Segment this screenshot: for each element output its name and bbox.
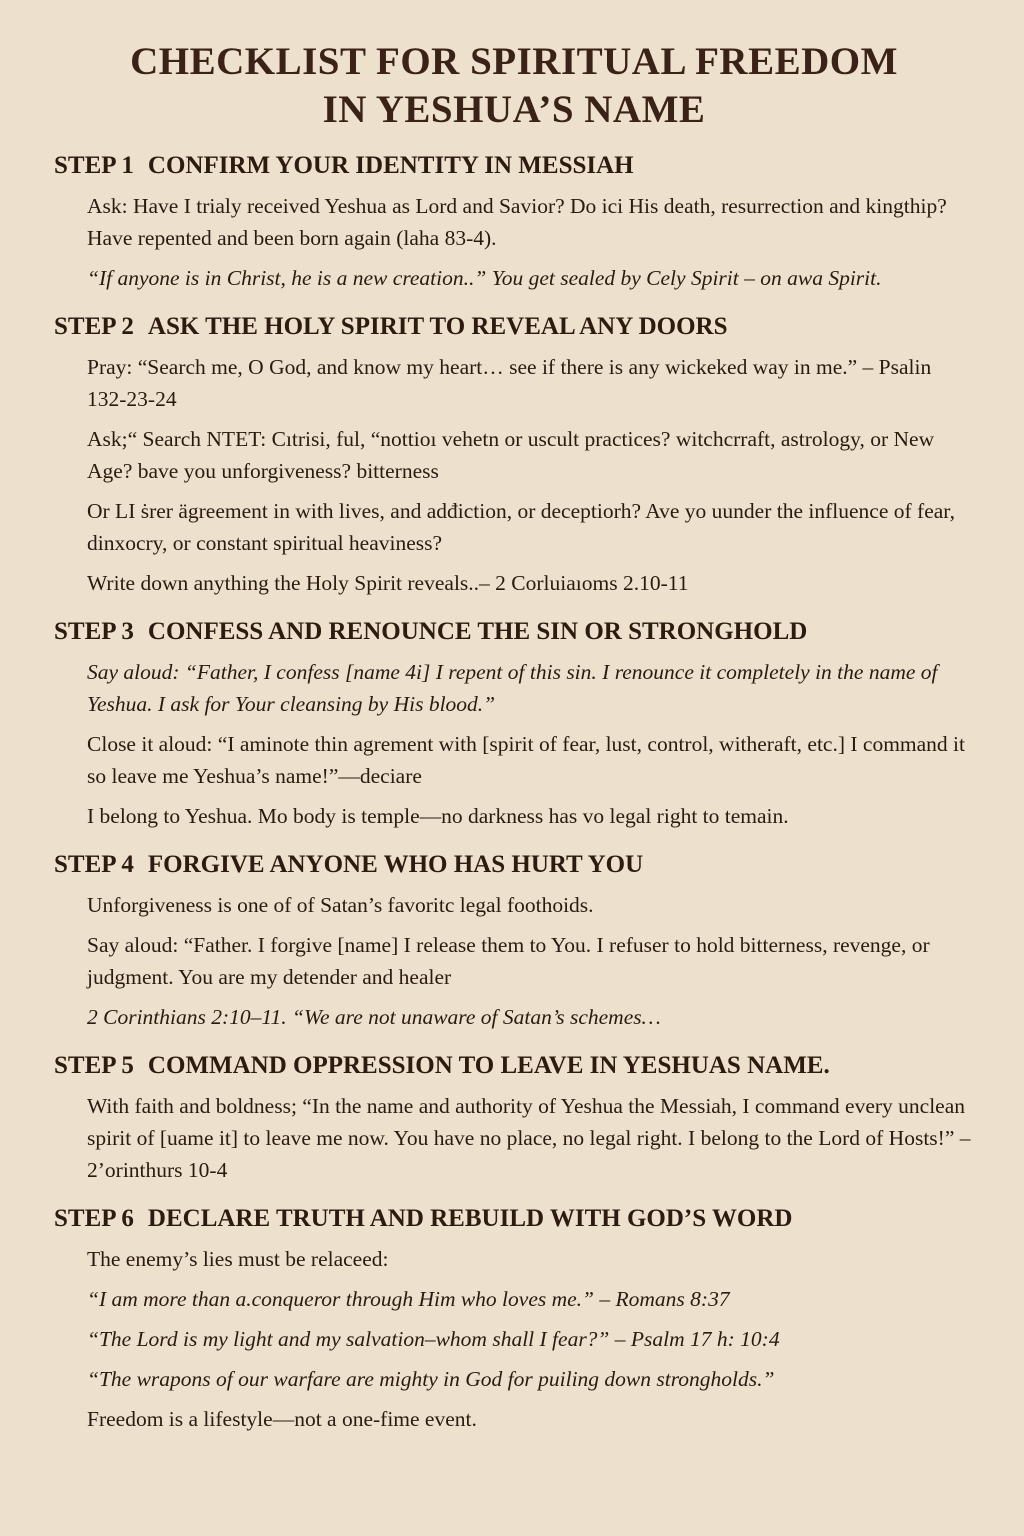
step-2-heading bbox=[54, 311, 974, 342]
step-2-number: STEP 2 bbox=[54, 313, 134, 340]
step-3-paragraph: Close it aloud: “I aminote thin agrement with [spirit of fear, lust, control, witheraft, etc.] I command it so leave me Yeshua’s name!”—deciare bbox=[87, 732, 966, 788]
step-1-title: CONFIRM YOUR IDENTITY IN MESSIAH bbox=[147, 152, 634, 179]
step-6-paragraph: “The Lord is my light and my salvation–whom shall I fear?” – Psalm 17 h: 10:4 bbox=[87, 1327, 780, 1351]
step-6-body bbox=[54, 1243, 974, 1435]
step-2-paragraph: Pray: “Search me, O God, and know my heart… see if there is any wickeked way in me.” – Psalin 132-23-24 bbox=[87, 355, 932, 411]
step-4-number: STEP 4 bbox=[54, 851, 134, 878]
step-3-paragraph: I belong to Yeshua. Mo body is temple—no darkness has vo legal right to temain. bbox=[87, 804, 789, 828]
step-3-number: STEP 3 bbox=[54, 618, 134, 645]
step-6-paragraph: “I am more than a.conqueror through Him who loves me.” – Romans 8:37 bbox=[87, 1287, 730, 1311]
step-4-paragraph: 2 Corinthians 2:10–11. “We are not unaware of Satan’s schemes… bbox=[87, 1005, 661, 1029]
step-5-paragraph: With faith and boldness; “In the name and authority of Yeshua the Messiah, I command every unclean spirit of [uame it] to leave me now. You have no place, no legal right. I belong to the Lord of Hosts!” – 2’orinthurs 10-4 bbox=[87, 1094, 971, 1182]
step-1-section bbox=[54, 150, 974, 294]
step-2-paragraph: Write down anything the Holy Spirit reveals..– 2 Corluiaıoms 2.10-11 bbox=[87, 571, 689, 595]
step-4-section bbox=[54, 849, 974, 1033]
step-6-paragraph: “The wrapons of our warfare are mighty in God for puiling down strongholds.” bbox=[87, 1367, 775, 1391]
title-line-2: IN YESHUA’S NAME bbox=[322, 88, 706, 131]
step-2-paragraph: Ask;“ Search NTET: Cıtrisi, ful, “nottioı vehetn or uscult practices? witchcrraft, astrology, or New Age? bave you unforgiveness? bitterness bbox=[87, 427, 935, 483]
step-3-body bbox=[54, 656, 974, 832]
step-5-section bbox=[54, 1050, 974, 1186]
step-1-heading bbox=[54, 150, 974, 181]
step-5-number: STEP 5 bbox=[54, 1052, 134, 1079]
step-1-paragraph: Ask: Have I trialy received Yeshua as Lord and Savior? Do ici His death, resurrection and kingthip? Have repented and been born again (laha 83-4). bbox=[87, 194, 947, 250]
step-1-paragraph: “If anyone is in Christ, he is a new creation..” You get sealed by Cely Spirit – on awa Spirit. bbox=[87, 266, 882, 290]
step-4-paragraph: Say aloud: “Father. I forgive [name] I release them to You. I refuser to hold bitterness, revenge, or judgment. You are my detender and healer bbox=[87, 933, 930, 989]
step-6-paragraph: The enemy’s lies must be relaceed: bbox=[87, 1247, 389, 1271]
document-title bbox=[54, 38, 974, 134]
step-3-title: CONFESS AND RENOUNCE THE SIN OR STRONGHOLD bbox=[147, 618, 808, 645]
step-2-title: ASK THE HOLY SPIRIT TO REVEAL ANY DOORS bbox=[147, 313, 728, 340]
step-4-paragraph: Unforgiveness is one of of Satan’s favoritc legal foothoids. bbox=[87, 893, 594, 917]
step-4-heading bbox=[54, 849, 974, 880]
step-4-title: FORGIVE ANYONE WHO HAS HURT YOU bbox=[147, 851, 644, 878]
step-1-number: STEP 1 bbox=[54, 152, 134, 179]
step-5-heading bbox=[54, 1050, 974, 1081]
step-6-heading bbox=[54, 1203, 974, 1234]
step-5-body bbox=[54, 1090, 974, 1186]
step-2-body bbox=[54, 351, 974, 599]
step-6-section bbox=[54, 1203, 974, 1435]
step-2-section bbox=[54, 311, 974, 599]
step-5-title: COMMAND OPPRESSION TO LEAVE IN YESHUAS NAME. bbox=[147, 1052, 830, 1079]
step-4-body bbox=[54, 889, 974, 1033]
step-3-section bbox=[54, 616, 974, 832]
step-6-paragraph: Freedom is a lifestyle—not a one-fime event. bbox=[87, 1407, 477, 1431]
step-3-heading bbox=[54, 616, 974, 647]
step-6-number: STEP 6 bbox=[54, 1205, 134, 1232]
step-6-title: DECLARE TRUTH AND REBUILD WITH GOD’S WORD bbox=[147, 1205, 793, 1232]
title-line-1: CHECKLIST FOR SPIRITUAL FREEDOM bbox=[130, 40, 898, 83]
step-2-paragraph: Or LI ṡrer ägreement in with lives, and adđiction, or deceptiorh? Ave yo uunder the influence of fear, dinxocry, or constant spiritual heaviness? bbox=[87, 499, 955, 555]
step-1-body bbox=[54, 190, 974, 294]
step-3-paragraph: Say aloud: “Father, I confess [name 4i] I repent of this sin. I renounce it completely in the name of Yeshua. I ask for Your cleansing by His blood.” bbox=[87, 660, 938, 716]
